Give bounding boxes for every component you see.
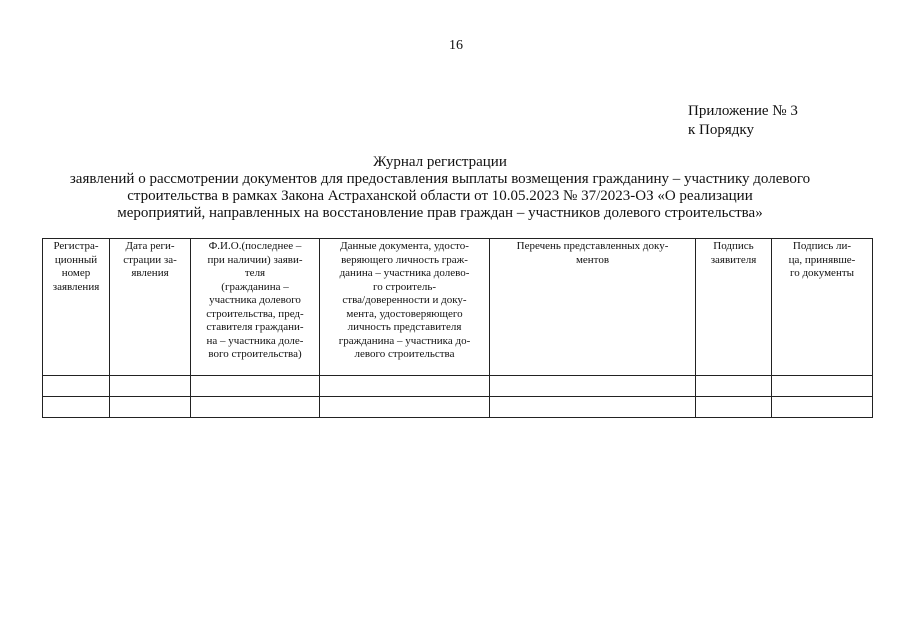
header-applicant-signature: Подпись заявителя <box>696 239 772 376</box>
table-cell <box>43 397 110 418</box>
title-line-3: строительства в рамках Закона Астраханской области от 10.05.2023 № 37/2023-ОЗ «О реализации <box>127 188 753 204</box>
title-line-2: заявлений о рассмотрении документов для предоставления выплаты возмещения гражданину – участнику долевого <box>69 171 811 187</box>
table-cell <box>110 376 191 397</box>
table-cell <box>320 376 490 397</box>
appendix-note <box>688 102 798 140</box>
table-row <box>43 397 873 418</box>
appendix-line-2: к Порядку <box>688 122 754 138</box>
registration-journal-table <box>42 238 873 418</box>
table-cell <box>191 376 320 397</box>
title-line-1: Журнал регистрации <box>373 154 507 170</box>
table-cell <box>43 376 110 397</box>
table-cell <box>320 397 490 418</box>
appendix-line-1: Приложение № 3 <box>688 103 798 119</box>
table-header-row <box>43 239 873 376</box>
table-cell <box>490 376 696 397</box>
table-cell <box>772 397 873 418</box>
table-cell <box>696 376 772 397</box>
page-number: 16 <box>449 38 463 53</box>
table-row <box>43 376 873 397</box>
table-cell <box>772 376 873 397</box>
header-receiver-signature: Подпись ли- ца, принявше- го документы <box>772 239 873 376</box>
header-registration-number: Регистра- ционный номер заявления <box>43 239 110 376</box>
header-identity-document: Данные документа, удосто- веряющего личность граж- данина – участника долево- го строитель- ства/доверенности и доку- мента, удостоверяющего личность представителя гражданина – участника до- левого строительства <box>320 239 490 376</box>
table-cell <box>191 397 320 418</box>
table-cell <box>490 397 696 418</box>
header-applicant-name: Ф.И.О.(последнее – при наличии) заяви- теля (гражданина – участника долевого строительства, пред- ставителя граждани- на – участника доле- вого строительства) <box>191 239 320 376</box>
table-cell <box>110 397 191 418</box>
header-registration-date: Дата реги- страции за- явления <box>110 239 191 376</box>
journal-title <box>40 154 840 222</box>
table-cell <box>696 397 772 418</box>
header-submitted-documents: Перечень представленных доку- ментов <box>490 239 696 376</box>
title-line-4: мероприятий, направленных на восстановление прав граждан – участников долевого строительства» <box>117 205 763 221</box>
